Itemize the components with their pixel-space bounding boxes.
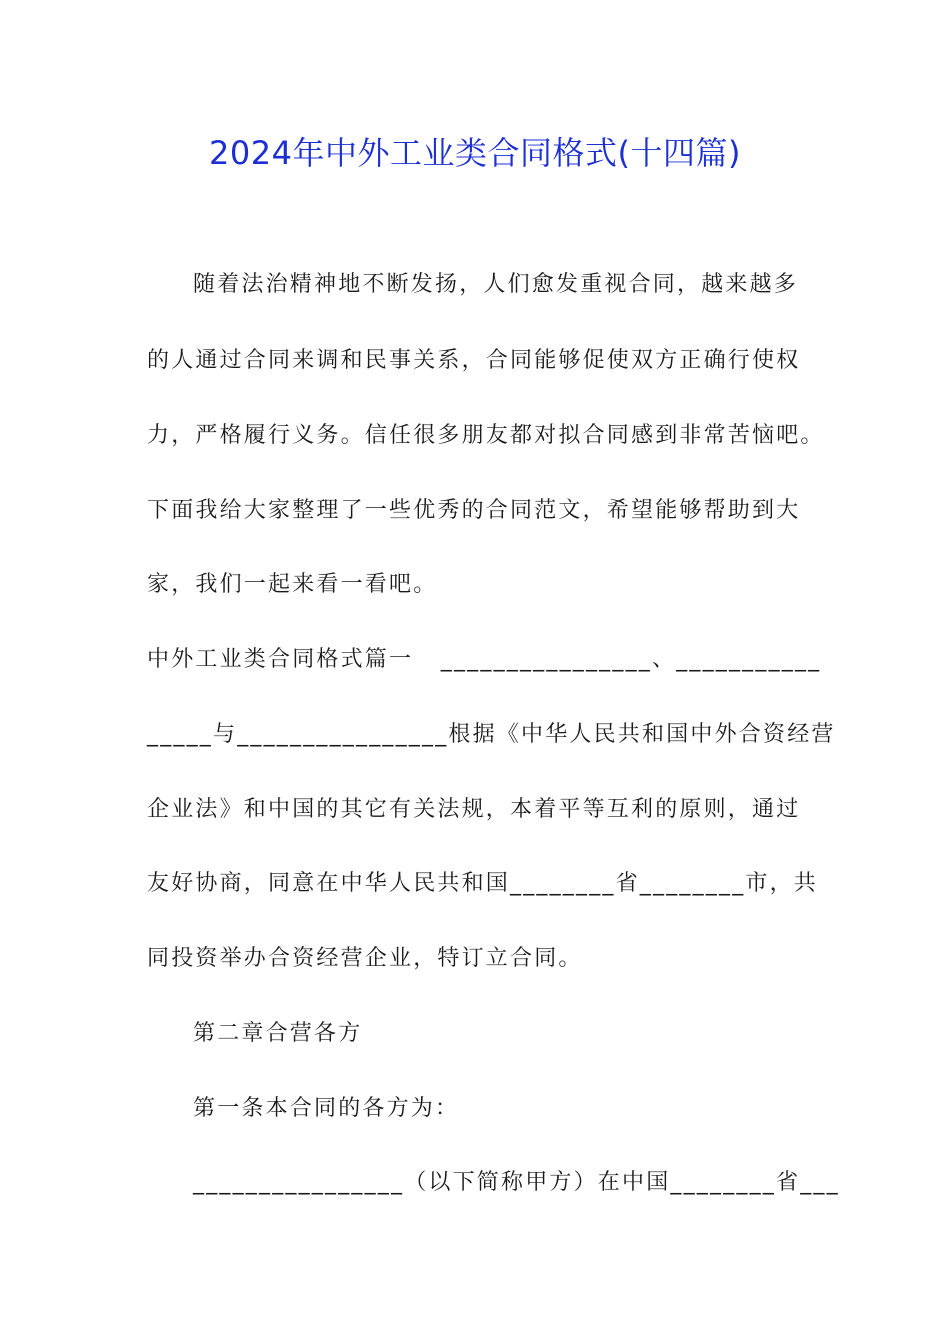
- contract-line-4: 友好协商，同意在中华人民共和国________省________市，共: [147, 871, 819, 896]
- article-heading: 第一条本合同的各方为：: [193, 1096, 460, 1121]
- intro-line-3: 力，严格履行义务。信任很多朋友都对拟合同感到非常苦恼吧。: [147, 423, 825, 448]
- contract-line-3: 企业法》和中国的其它有关法规，本着平等互利的原则，通过: [147, 797, 801, 822]
- contract-line-1: 中外工业类合同格式篇一 ________________、___________: [147, 647, 822, 672]
- document-title: 2024年中外工业类合同格式(十四篇): [209, 134, 741, 172]
- chapter-heading: 第二章合营各方: [193, 1021, 363, 1046]
- intro-line-2: 的人通过合同来调和民事关系，合同能够促使双方正确行使权: [147, 348, 801, 373]
- party-line: ________________（以下简称甲方）在中国________省___: [193, 1170, 840, 1195]
- contract-line-5: 同投资举办合资经营企业，特订立合同。: [147, 946, 583, 971]
- intro-line-5: 家，我们一起来看一看吧。: [147, 572, 438, 597]
- contract-line-2: _____与________________根据《中华人民共和国中外合资经营: [147, 722, 836, 747]
- intro-line-1: 随着法治精神地不断发扬，人们愈发重视合同，越来越多: [193, 272, 799, 297]
- intro-line-4: 下面我给大家整理了一些优秀的合同范文，希望能够帮助到大: [147, 498, 801, 523]
